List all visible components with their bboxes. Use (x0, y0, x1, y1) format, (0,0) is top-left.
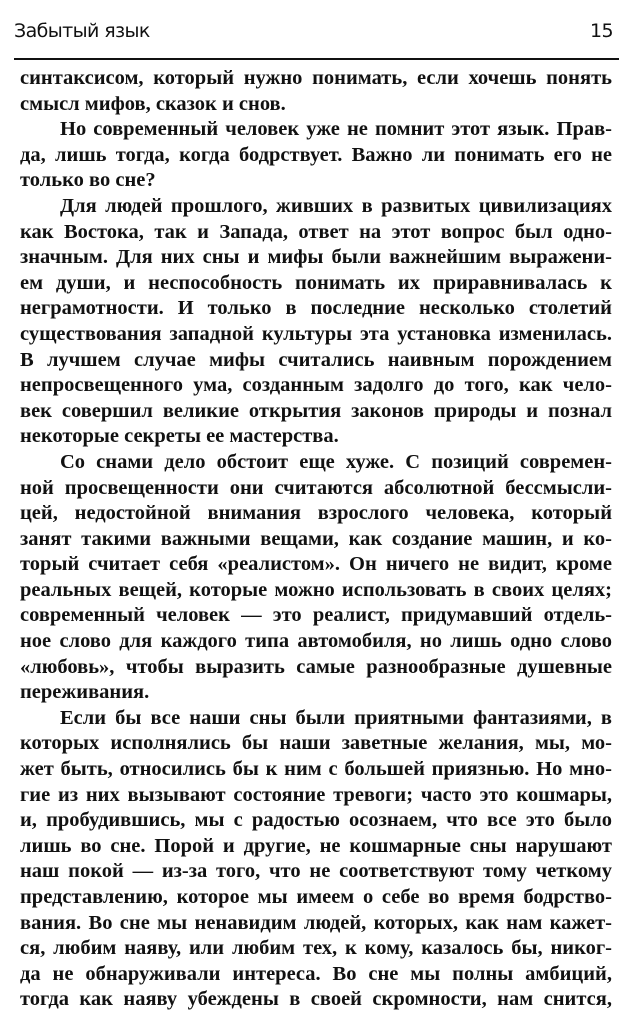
page-number: 15 (590, 20, 613, 42)
text-line: неграмотности. И только в последние несколько столетий (20, 297, 612, 320)
paragraph (20, 66, 612, 117)
text-line: как Востока, так и Запада, ответ на этот вопрос был одно- (20, 220, 612, 243)
text-line: реальных вещей, которые можно использовать в своих целях; (20, 578, 612, 601)
text-line: торый считает себя «реалистом». Он ничего не видит, кроме (20, 553, 612, 576)
paragraph (20, 706, 612, 1013)
text-line: современный человек — это реалист, придумавший отдель- (20, 604, 612, 627)
text-line: вания. Во сне мы ненавидим людей, которых, как нам кажет- (20, 911, 612, 934)
text-line: смысл мифов, сказок и снов. (20, 92, 286, 115)
text-line: век совершил великие открытия законов природы и познал (20, 399, 612, 422)
text-line: которых исполнялись бы наши заветные желания, мы, мо- (20, 732, 612, 755)
text-line: синтаксисом, который нужно понимать, если хочешь понять (20, 67, 612, 89)
text-line: гие из них вызывают состояние тревоги; часто это кошмары, (20, 783, 612, 806)
header-rule (14, 58, 619, 60)
text-line: наш покой — из-за того, что не соответствуют тому четкому (20, 860, 612, 883)
text-line: да не обнаруживали интереса. Во сне мы полны амбиций, (20, 962, 612, 985)
text-line: ся, любим наяву, или любим тех, к кому, казалось бы, никог- (20, 937, 612, 960)
text-line: переживания. (20, 681, 150, 704)
text-line: «любовь», чтобы выразить самые разнообразные душевные (20, 655, 612, 678)
running-title: Забытый язык (14, 20, 150, 42)
text-line: Со снами дело обстоит еще хуже. С позиций современ- (60, 450, 612, 473)
body-text (20, 66, 612, 1013)
text-line: значным. Для них сны и мифы были важнейшим выражени- (20, 246, 612, 269)
text-line: Для людей прошлого, живших в развитых цивилизациях (60, 194, 612, 217)
text-line: лишь во сне. Порой и другие, не кошмарные сны нарушают (20, 834, 612, 857)
text-line: ной просвещенности они считаются абсолютной бессмысли- (20, 476, 612, 499)
text-line: ное слово для каждого типа автомобиля, но лишь одно слово (20, 630, 612, 653)
text-line: цей, недостойной внимания взрослого человека, который (20, 502, 612, 525)
text-line: тогда как наяву убеждены в своей скромности, нам снится, (20, 988, 612, 1011)
paragraph (20, 450, 612, 706)
text-line: представлению, которое мы имеем о себе во время бодрство- (20, 886, 612, 908)
text-line: и, пробудившись, мы с радостью осознаем, что все это было (20, 809, 612, 832)
text-line: жет быть, относились бы к ним с большей приязнью. Но мно- (20, 758, 612, 781)
text-line: некоторые секреты ее мастерства. (20, 425, 339, 448)
text-line: существования западной культуры эта установка изменилась. (20, 322, 612, 345)
text-line: непросвещенного ума, созданным задолго до того, как чело- (20, 374, 612, 397)
text-line: занят такими важными вещами, как создание машин, и ко- (20, 527, 612, 550)
paragraph (20, 194, 612, 450)
text-line: ем души, и неспособность понимать их приравнивалась к (20, 271, 612, 294)
text-line: Если бы все наши сны были приятными фантазиями, в (60, 706, 612, 729)
paragraph (20, 117, 612, 194)
text-line: В лучшем случае мифы считались наивным порождением (20, 348, 612, 371)
text-line: да, лишь тогда, когда бодрствует. Важно ли понимать его не (20, 143, 612, 166)
running-head (14, 20, 613, 48)
text-line: только во сне? (20, 169, 156, 192)
text-line: Но современный человек уже не помнит этот язык. Прав- (60, 118, 612, 141)
